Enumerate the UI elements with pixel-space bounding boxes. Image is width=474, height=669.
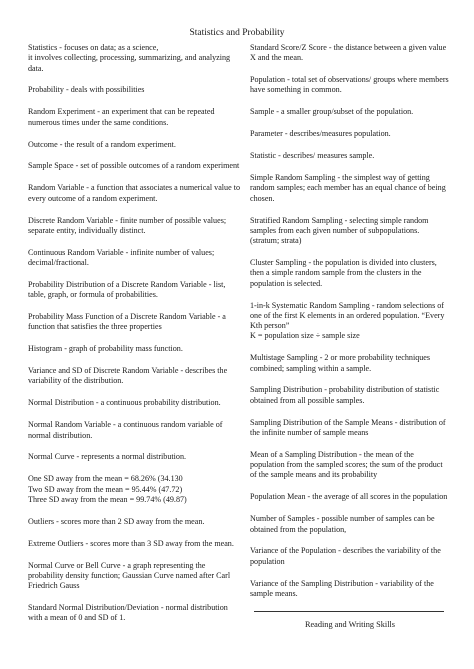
definition-entry: Stratified Random Sampling - selecting simple random samples from each given number of subpopulations. (stratum; strata) bbox=[250, 215, 429, 246]
definition-entry: Number of Samples - possible number of samples can be obtained from the population, bbox=[250, 514, 435, 534]
definition-entry: Random Variable - a function that associates a numerical value to every outcome of a random experiment. bbox=[28, 183, 241, 203]
definition-entry: Normal Distribution - a continuous probability distribution. bbox=[28, 398, 221, 408]
footer-divider bbox=[254, 611, 444, 612]
definition-entry: Normal Random Variable - a continuous random variable of normal distribution. bbox=[28, 420, 223, 440]
definition-entry: Histogram - graph of probability mass function. bbox=[28, 344, 183, 354]
definition-entry: Population Mean - the average of all scores in the population bbox=[250, 492, 448, 502]
definition-entry: Cluster Sampling - the population is divided into clusters, then a simple random sample from the clusters in the population is selected. bbox=[250, 258, 437, 288]
definition-entry: Continuous Random Variable - infinite number of values; decimal/fractional. bbox=[28, 247, 215, 268]
left-column bbox=[28, 43, 240, 635]
definition-entry: Variance of the Sampling Distribution - variability of the sample means. bbox=[250, 578, 434, 598]
definition-entry: Sample Space - set of possible outcomes of a random experiment bbox=[28, 161, 240, 171]
definition-entry: Sampling Distribution - probability distribution of statistic obtained from all possible samples. bbox=[250, 385, 440, 405]
sd-rule-entry: One SD away from the mean = 68.26% (34.130 Two SD away from the mean = 95.44% (47.72) Three SD away from the mean = 99.74% (49.87) bbox=[28, 474, 187, 504]
definition-entry: Population - total set of observations/ groups where members have something in common. bbox=[250, 75, 449, 95]
definition-entry: Normal Curve - represents a normal distribution. bbox=[28, 452, 187, 462]
definition-entry: Outcome - the result of a random experiment. bbox=[28, 139, 176, 149]
definition-entry: Mean of a Sampling Distribution - the mean of the population from the sampled scores; the sum of the product of the sample means and its probability bbox=[250, 449, 443, 480]
definition-entry: Probability Mass Function of a Discrete Random Variable - a function that satisfies the three properties bbox=[28, 312, 226, 332]
definition-entry: Random Experiment - an experiment that can be repeated numerous times under the same conditions. bbox=[28, 107, 215, 127]
definition-entry: Parameter - describes/measures population. bbox=[250, 129, 391, 139]
definition-entry: Simple Random Sampling - the simplest way of getting random samples; each member has an equal chance of being chosen. bbox=[250, 173, 446, 203]
definition-entry: 1-in-k Systematic Random Sampling - random selections of one of the first K elements in an ordered population. “Every Kth person” K = population size ÷ sample size bbox=[250, 300, 445, 341]
definition-entry: Standard Score/Z Score - the distance between a given value X and the mean. bbox=[250, 43, 447, 63]
definition-entry: Standard Normal Distribution/Deviation - normal distribution with a mean of 0 and SD of 1. bbox=[28, 603, 228, 623]
definition-entry: Multistage Sampling - 2 or more probability techniques combined; sampling within a sample. bbox=[250, 353, 431, 373]
definition-entry: Extreme Outliers - scores more than 3 SD away from the mean. bbox=[28, 538, 234, 548]
definition-entry: Variance of the Population - describes the variability of the population bbox=[250, 546, 441, 566]
definition-entry: Sample - a smaller group/subset of the population. bbox=[250, 107, 414, 117]
definition-entry: Variance and SD of Discrete Random Variable - describes the variability of the distribution. bbox=[28, 366, 228, 386]
definition-entry: Statistics - focuses on data; as a science, it involves collecting, processing, summarizing, and analyzing data. bbox=[28, 43, 231, 73]
definition-entry: Normal Curve or Bell Curve - a graph representing the probability density function; Gaussian Curve named after Carl Friedrich Gauss bbox=[28, 560, 231, 591]
right-column bbox=[250, 43, 450, 630]
footer-label: Reading and Writing Skills bbox=[304, 619, 396, 629]
definition-entry: Probability - deals with possibilities bbox=[28, 85, 145, 95]
page-title: Statistics and Probability bbox=[189, 28, 285, 38]
definition-entry: Statistic - describes/ measures sample. bbox=[250, 151, 375, 161]
definition-entry: Outliers - scores more than 2 SD away from the mean. bbox=[28, 516, 205, 526]
definition-entry: Sampling Distribution of the Sample Means - distribution of the infinite number of sample means bbox=[250, 417, 446, 437]
definition-entry: Discrete Random Variable - finite number of possible values; separate entity, individually distinct. bbox=[28, 215, 227, 235]
definition-entry: Probability Distribution of a Discrete Random Variable - list, table, graph, or formula of probabilities. bbox=[28, 279, 226, 300]
